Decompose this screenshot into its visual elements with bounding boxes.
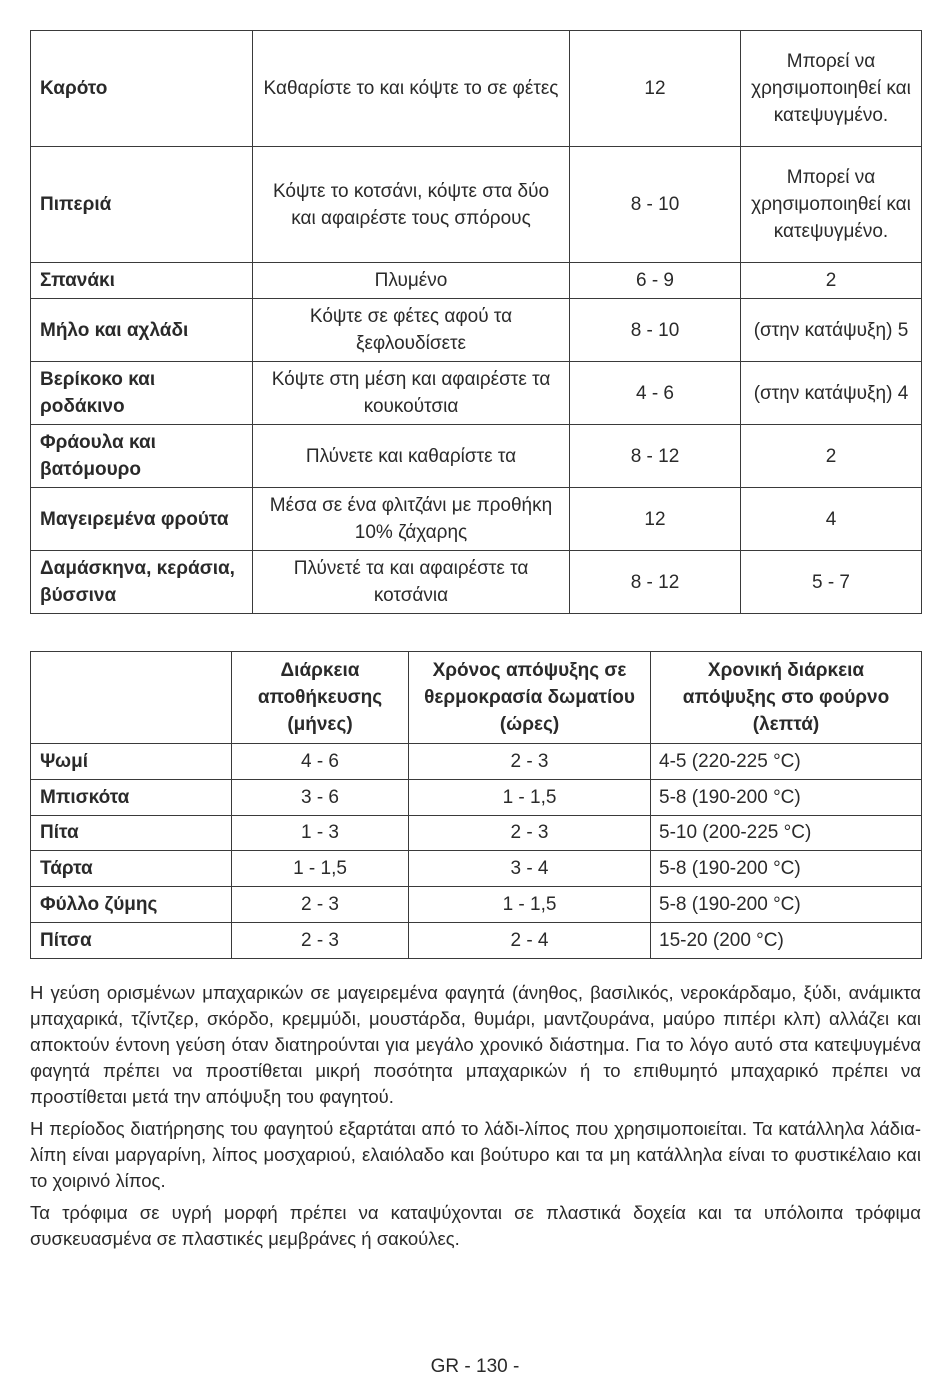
- storage-cell: (στην κατάψυξη) 5: [741, 299, 922, 362]
- time-cell: 12: [570, 488, 741, 551]
- preparation-cell: Καθαρίστε το και κόψτε το σε φέτες: [253, 31, 570, 147]
- oven-thaw-cell: 5-8 (190-200 °C): [651, 779, 922, 815]
- bakery-name-cell: Φύλλο ζύμης: [31, 887, 232, 923]
- room-thaw-cell: 2 - 4: [409, 922, 651, 958]
- storage-cell: Μπορεί να χρησιμοποιηθεί και κατεψυγμένο.: [741, 31, 922, 147]
- preparation-cell: Μέσα σε ένα φλιτζάνι με προθήκη 10% ζάχαρης: [253, 488, 570, 551]
- bakery-header-row: [31, 652, 922, 744]
- bakery-name-cell: Τάρτα: [31, 851, 232, 887]
- room-thaw-cell: 2 - 3: [409, 744, 651, 780]
- table-row: [31, 551, 922, 614]
- oven-thaw-cell: 5-10 (200-225 °C): [651, 815, 922, 851]
- preparation-cell: Πλυμένο: [253, 263, 570, 299]
- table-row: [31, 851, 922, 887]
- storage-months-cell: 1 - 3: [232, 815, 409, 851]
- note-oils: Η περίοδος διατήρησης του φαγητού εξαρτάται από το λάδι-λίπος που χρησιμοποιείται. Τα κατάλληλα λάδια-λίπη είναι μαργαρίνη, λίπος μοσχαριού, ελαιόλαδο και βούτυρο και τα μη κατάλληλα είναι το φυστικέλαιο και το χοιρινό λίπος.: [30, 1118, 921, 1191]
- table-row: [31, 263, 922, 299]
- storage-months-cell: 3 - 6: [232, 779, 409, 815]
- vegetable-table: [30, 30, 922, 614]
- storage-cell: 4: [741, 488, 922, 551]
- time-cell: 6 - 9: [570, 263, 741, 299]
- storage-cell: 2: [741, 263, 922, 299]
- table-row: [31, 425, 922, 488]
- food-name-cell: Βερίκοκο και ροδάκινο: [31, 362, 253, 425]
- storage-months-cell: 4 - 6: [232, 744, 409, 780]
- bakery-name-cell: Πίτα: [31, 815, 232, 851]
- header-empty-cell: [31, 652, 232, 744]
- room-thaw-cell: 2 - 3: [409, 815, 651, 851]
- food-name-cell: Καρότο: [31, 31, 253, 147]
- storage-months-cell: 2 - 3: [232, 887, 409, 923]
- time-cell: 8 - 10: [570, 147, 741, 263]
- room-thaw-cell: 1 - 1,5: [409, 887, 651, 923]
- table-row: [31, 31, 922, 147]
- oven-thaw-cell: 5-8 (190-200 °C): [651, 887, 922, 923]
- oven-thaw-cell: 4-5 (220-225 °C): [651, 744, 922, 780]
- storage-cell: 5 - 7: [741, 551, 922, 614]
- header-room-thaw-time: Χρόνος απόψυξης σε θερμοκρασία δωματίου (ώρες): [409, 652, 651, 744]
- storage-months-cell: 1 - 1,5: [232, 851, 409, 887]
- table-row: [31, 815, 922, 851]
- preparation-cell: Κόψτε σε φέτες αφού τα ξεφλουδίσετε: [253, 299, 570, 362]
- table-row: [31, 887, 922, 923]
- time-cell: 8 - 10: [570, 299, 741, 362]
- bakery-name-cell: Ψωμί: [31, 744, 232, 780]
- note-liquids: Τα τρόφιμα σε υγρή μορφή πρέπει να καταψύχονται σε πλαστικά δοχεία και τα υπόλοιπα τρόφιμα συσκευασμένα σε πλαστικές μεμβράνες ή σακούλες.: [30, 1202, 921, 1249]
- food-name-cell: Σπανάκι: [31, 263, 253, 299]
- bakery-table-body: [31, 744, 922, 959]
- room-thaw-cell: 3 - 4: [409, 851, 651, 887]
- table-row: [31, 779, 922, 815]
- bakery-table: [30, 651, 922, 959]
- table-row: [31, 299, 922, 362]
- time-cell: 8 - 12: [570, 425, 741, 488]
- food-name-cell: Φράουλα και βατόμουρο: [31, 425, 253, 488]
- bakery-name-cell: Πίτσα: [31, 922, 232, 958]
- time-cell: 12: [570, 31, 741, 147]
- storage-months-cell: 2 - 3: [232, 922, 409, 958]
- header-storage-duration: Διάρκεια αποθήκευσης (μήνες): [232, 652, 409, 744]
- storage-cell: Μπορεί να χρησιμοποιηθεί και κατεψυγμένο.: [741, 147, 922, 263]
- oven-thaw-cell: 5-8 (190-200 °C): [651, 851, 922, 887]
- notes-section: [30, 980, 921, 1258]
- storage-cell: 2: [741, 425, 922, 488]
- preparation-cell: Πλύνετε και καθαρίστε τα: [253, 425, 570, 488]
- preparation-cell: Κόψτε στη μέση και αφαιρέστε τα κουκούτσια: [253, 362, 570, 425]
- preparation-cell: Πλύνετέ τα και αφαιρέστε τα κοτσάνια: [253, 551, 570, 614]
- food-name-cell: Μήλο και αχλάδι: [31, 299, 253, 362]
- note-spices: Η γεύση ορισμένων μπαχαρικών σε μαγειρεμένα φαγητά (άνηθος, βασιλικός, νεροκάρδαμο, ξύδι, ανάμικτα μπαχαρικά, τζίντζερ, σκόρδο, κρεμμύδι, μουστάρδα, θυμάρι, μαντζουράνα, μαύρο πιπέρι κλπ) αλλάζει και αποκτούν έντονη γεύση όταν διατηρούνται για μεγάλο χρονικό διάστημα. Για το λόγο αυτό στα κατεψυγμένα φαγητά πρέπει να προστίθεται μικρή ποσότητα μπαχαρικών ή το επιθυμητό μπαχαρικό πρέπει να προστίθεται μετά την απόψυξη του φαγητού.: [30, 982, 921, 1107]
- table-row: [31, 922, 922, 958]
- table-row: [31, 488, 922, 551]
- oven-thaw-cell: 15-20 (200 °C): [651, 922, 922, 958]
- preparation-cell: Κόψτε το κοτσάνι, κόψτε στα δύο και αφαιρέστε τους σπόρους: [253, 147, 570, 263]
- time-cell: 4 - 6: [570, 362, 741, 425]
- room-thaw-cell: 1 - 1,5: [409, 779, 651, 815]
- table-row: [31, 744, 922, 780]
- food-name-cell: Πιπεριά: [31, 147, 253, 263]
- time-cell: 8 - 12: [570, 551, 741, 614]
- table-row: [31, 362, 922, 425]
- table-row: [31, 147, 922, 263]
- header-oven-thaw-time: Χρονική διάρκεια απόψυξης στο φούρνο (λεπτά): [651, 652, 922, 744]
- page-number: GR - 130 -: [430, 1356, 520, 1377]
- food-name-cell: Μαγειρεμένα φρούτα: [31, 488, 253, 551]
- food-name-cell: Δαμάσκηνα, κεράσια, βύσσινα: [31, 551, 253, 614]
- vegetable-table-body: [31, 31, 922, 614]
- bakery-name-cell: Μπισκότα: [31, 779, 232, 815]
- storage-cell: (στην κατάψυξη) 4: [741, 362, 922, 425]
